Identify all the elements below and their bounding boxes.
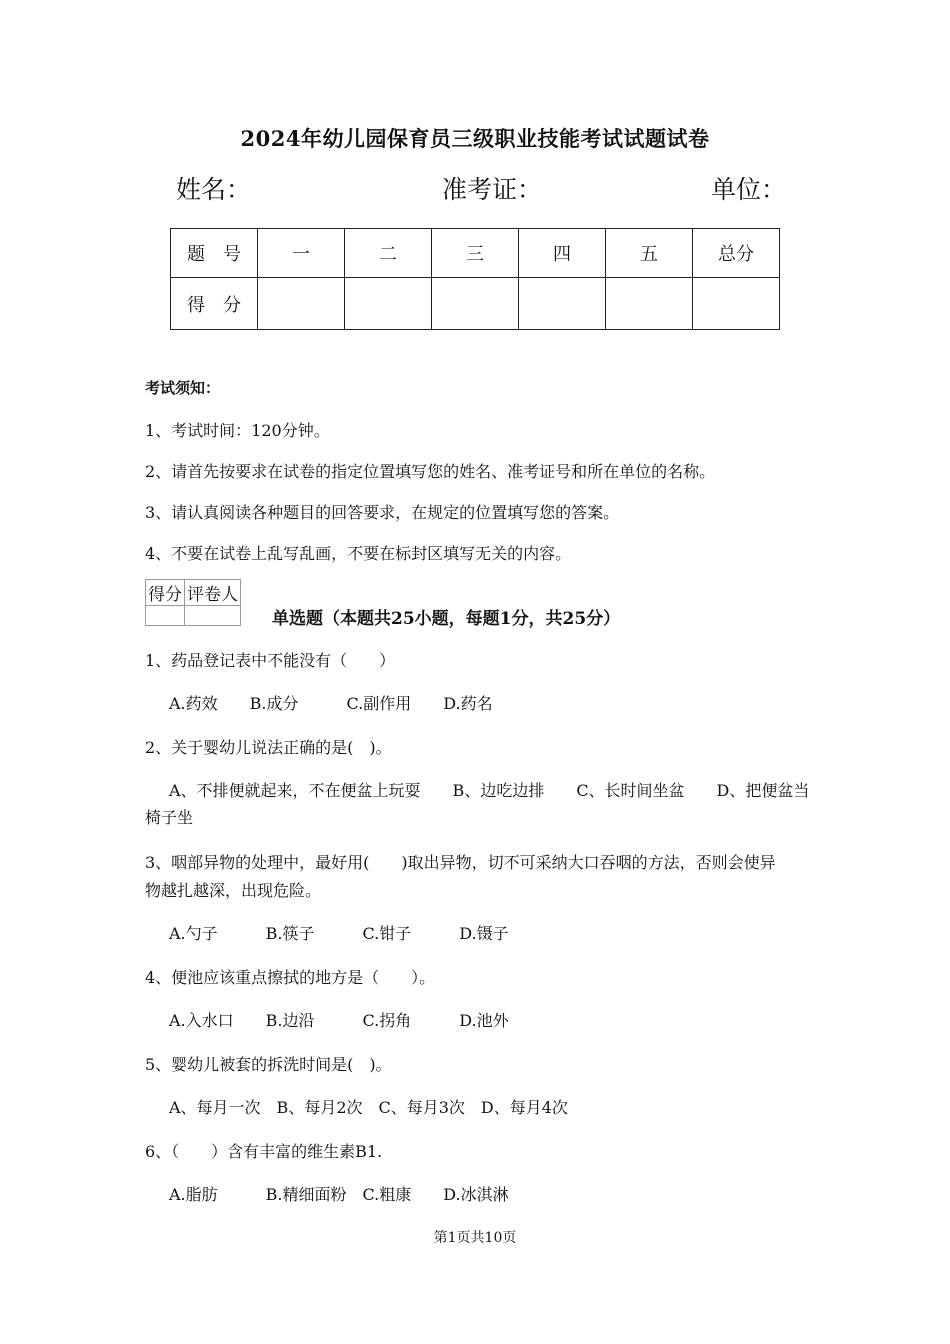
- score-header-cell: 二: [345, 229, 432, 278]
- page-footer: 第1页共10页: [433, 1230, 517, 1246]
- question-options: A、不排便就起来，不在便盆上玩耍 B、边吃边排 C、长时间坐盆 D、把便盆当: [169, 781, 810, 800]
- score-header-cell: 一: [258, 229, 345, 278]
- exam-id-field-label: 准考证：: [442, 175, 543, 204]
- grader-score-cell[interactable]: [146, 606, 185, 626]
- grader-table: [145, 579, 241, 626]
- section-title: 单选题（本题共25小题，每题1分，共25分）: [272, 609, 621, 629]
- notice-item: 1、考试时间：120分钟。: [145, 421, 330, 440]
- score-cell[interactable]: [693, 278, 780, 330]
- notice-item: 4、不要在试卷上乱写乱画，不要在标封区填写无关的内容。: [145, 544, 572, 563]
- score-header-cell: 四: [519, 229, 606, 278]
- grader-name-cell[interactable]: [185, 606, 241, 626]
- question-options: A.脂肪 B.精细面粉 C.粗康 D.冰淇淋: [169, 1185, 509, 1204]
- score-cell[interactable]: [432, 278, 519, 330]
- score-header-cell: 总分: [693, 229, 780, 278]
- question-stem: 3、咽部异物的处理中，最好用( )取出异物，切不可采纳大口吞咽的方法，否则会使异: [145, 853, 776, 872]
- score-header-cell: 题 号: [171, 229, 258, 278]
- notice-heading: 考试须知：: [145, 379, 221, 397]
- score-table-score-row: [171, 278, 780, 330]
- score-cell[interactable]: [345, 278, 432, 330]
- question-stem: 2、关于婴幼儿说法正确的是( )。: [145, 738, 392, 757]
- question-options: A、每月一次 B、每月2次 C、每月3次 D、每月4次: [169, 1098, 568, 1117]
- grader-name-label: 评卷人: [185, 580, 241, 606]
- score-cell[interactable]: [519, 278, 606, 330]
- question-stem-continued: 物越扎越深，出现危险。: [145, 881, 322, 900]
- question-stem: 6、（ ）含有丰富的维生素B1.: [145, 1142, 383, 1161]
- score-table: [170, 228, 780, 330]
- question-options: A.药效 B.成分 C.副作用 D.药名: [169, 694, 493, 713]
- grader-score-label: 得分: [146, 580, 185, 606]
- notice-item: 3、请认真阅读各种题目的回答要求，在规定的位置填写您的答案。: [145, 503, 620, 522]
- grader-input-row: [146, 606, 241, 626]
- notice-item: 2、请首先按要求在试卷的指定位置填写您的姓名、准考证号和所在单位的名称。: [145, 462, 716, 481]
- score-cell[interactable]: [258, 278, 345, 330]
- unit-field-label: 单位：: [711, 175, 787, 204]
- name-field-label: 姓名：: [176, 175, 252, 204]
- question-options: A.勺子 B.筷子 C.钳子 D.镊子: [169, 924, 509, 943]
- question-options-continued: 椅子坐: [145, 808, 194, 827]
- score-header-cell: 三: [432, 229, 519, 278]
- question-stem: 5、婴幼儿被套的拆洗时间是( )。: [145, 1055, 392, 1074]
- question-options: A.入水口 B.边沿 C.拐角 D.池外: [169, 1011, 509, 1030]
- score-header-cell: 五: [606, 229, 693, 278]
- exam-title: 2024年幼儿园保育员三级职业技能考试试题试卷: [240, 126, 710, 151]
- score-cell[interactable]: [606, 278, 693, 330]
- question-stem: 1、药品登记表中不能没有（ ）: [145, 651, 396, 670]
- score-table-header-row: [171, 229, 780, 278]
- question-stem: 4、便池应该重点擦拭的地方是（ ）。: [145, 968, 436, 987]
- score-row-label: 得 分: [171, 278, 258, 330]
- grader-header-row: [146, 580, 241, 606]
